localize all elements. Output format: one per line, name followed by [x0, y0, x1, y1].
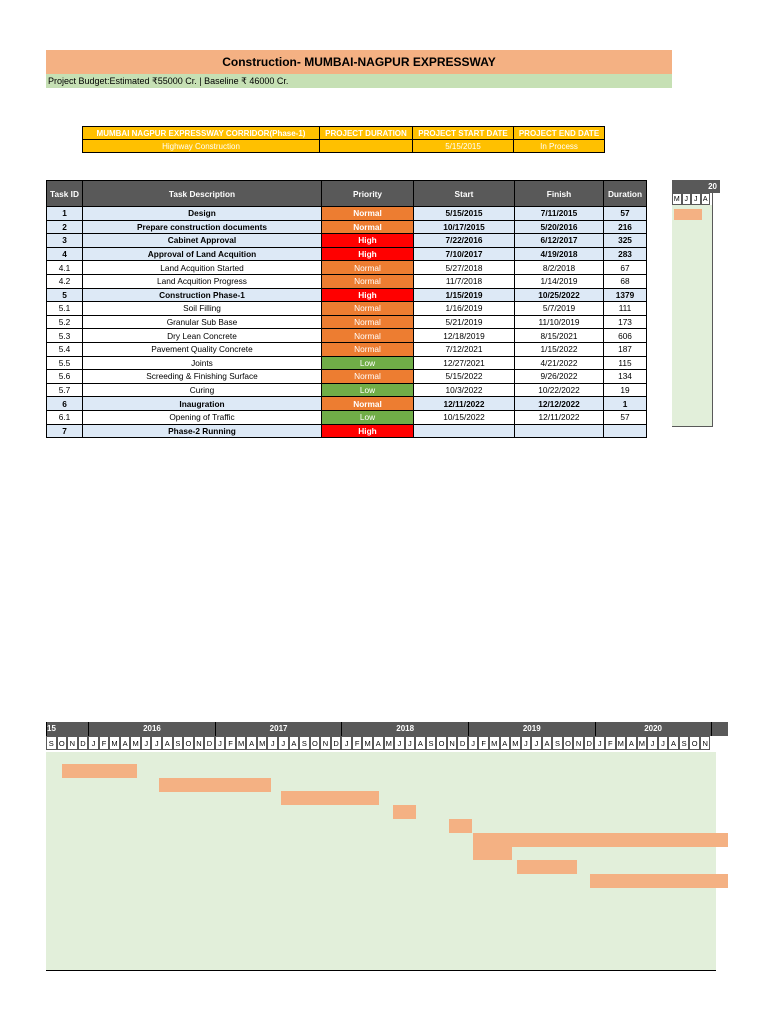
gantt-year-label: 2016 — [88, 722, 215, 736]
mini-month: M — [672, 193, 682, 205]
task-start-cell[interactable]: 7/22/2016 — [414, 234, 515, 248]
task-description-cell[interactable]: Granular Sub Base — [83, 315, 322, 329]
gantt-month-label: M — [236, 736, 247, 750]
gantt-month-label: J — [394, 736, 405, 750]
gantt-month-label: A — [626, 736, 637, 750]
task-id-cell[interactable]: 1 — [47, 207, 83, 221]
task-id-cell[interactable]: 2 — [47, 220, 83, 234]
task-start-cell[interactable]: 10/15/2022 — [414, 410, 515, 424]
gantt-month-label: S — [679, 736, 690, 750]
gantt-year-filler — [711, 722, 728, 736]
gantt-bar-task-5-2[interactable] — [517, 860, 576, 874]
mini-gantt-body — [672, 205, 712, 426]
mini-gantt-bar — [674, 209, 702, 220]
task-duration-cell[interactable]: 216 — [604, 220, 647, 234]
gantt-bar-task-4-2[interactable] — [449, 819, 473, 833]
task-finish-cell[interactable]: 4/19/2018 — [515, 247, 604, 261]
gantt-bar-task-3[interactable] — [159, 778, 272, 792]
gantt-month-label: J — [521, 736, 532, 750]
gantt-month-label: A — [289, 736, 300, 750]
task-id-cell[interactable]: 5 — [47, 288, 83, 302]
gantt-bar-task-2[interactable] — [62, 764, 137, 778]
task-finish-cell[interactable]: 12/12/2022 — [515, 397, 604, 411]
mini-month: A — [701, 193, 711, 205]
task-description-cell[interactable]: Land Acquition Progress — [83, 274, 322, 288]
task-description-cell[interactable]: Approval of Land Acquition — [83, 247, 322, 261]
task-description-cell[interactable]: Inaugration — [83, 397, 322, 411]
task-duration-cell[interactable]: 111 — [604, 302, 647, 316]
task-duration-cell[interactable]: 134 — [604, 370, 647, 384]
task-row — [47, 288, 647, 302]
gantt-month-label: F — [478, 736, 489, 750]
task-row — [47, 410, 647, 424]
task-id-cell[interactable]: 6 — [47, 397, 83, 411]
task-start-cell[interactable]: 1/15/2019 — [414, 288, 515, 302]
task-row — [47, 247, 647, 261]
gantt-month-label: M — [510, 736, 521, 750]
task-duration-cell[interactable]: 57 — [604, 207, 647, 221]
task-start-cell[interactable]: 12/11/2022 — [414, 397, 515, 411]
task-description-cell[interactable]: Design — [83, 207, 322, 221]
task-start-cell[interactable]: 5/21/2019 — [414, 315, 515, 329]
gantt-month-header — [46, 736, 710, 750]
gantt-month-label: J — [278, 736, 289, 750]
task-id-cell[interactable]: 5.1 — [47, 302, 83, 316]
gantt-month-label: F — [605, 736, 616, 750]
task-priority-cell[interactable]: High — [322, 424, 414, 438]
task-priority-cell[interactable]: Normal — [322, 342, 414, 356]
gantt-year-header — [46, 722, 728, 736]
gantt-month-label: J — [151, 736, 162, 750]
task-priority-cell[interactable]: Normal — [322, 302, 414, 316]
gantt-month-label: F — [99, 736, 110, 750]
task-start-cell[interactable]: 7/10/2017 — [414, 247, 515, 261]
task-duration-cell[interactable]: 68 — [604, 274, 647, 288]
gantt-body — [46, 752, 716, 971]
info-value-end[interactable]: In Process — [514, 140, 605, 153]
col-task-description[interactable]: Task Description — [83, 181, 322, 207]
task-duration-cell[interactable]: 1 — [604, 397, 647, 411]
gantt-month-label: A — [246, 736, 257, 750]
gantt-bar-task-5[interactable] — [473, 833, 728, 847]
gantt-month-label: M — [384, 736, 395, 750]
task-priority-cell[interactable]: Normal — [322, 220, 414, 234]
task-start-cell[interactable]: 11/7/2018 — [414, 274, 515, 288]
task-id-cell[interactable]: 4 — [47, 247, 83, 261]
task-id-cell[interactable]: 5.5 — [47, 356, 83, 370]
info-value-type[interactable]: Highway Construction — [83, 140, 320, 153]
mini-gantt-panel — [672, 180, 717, 427]
gantt-month-label: N — [700, 736, 711, 750]
task-finish-cell[interactable]: 6/12/2017 — [515, 234, 604, 248]
task-finish-cell[interactable]: 12/11/2022 — [515, 410, 604, 424]
task-description-cell[interactable]: Curing — [83, 383, 322, 397]
task-start-cell[interactable]: 5/15/2015 — [414, 207, 515, 221]
task-finish-cell[interactable]: 10/25/2022 — [515, 288, 604, 302]
gantt-month-label: A — [668, 736, 679, 750]
task-finish-cell[interactable]: 10/22/2022 — [515, 383, 604, 397]
gantt-month-label: J — [88, 736, 99, 750]
gantt-month-label: D — [331, 736, 342, 750]
task-duration-cell[interactable]: 325 — [604, 234, 647, 248]
gantt-month-label: D — [457, 736, 468, 750]
gantt-month-label: M — [616, 736, 627, 750]
info-header-corridor[interactable]: MUMBAI NAGPUR EXPRESSWAY CORRIDOR(Phase-1) — [83, 127, 320, 140]
task-description-cell[interactable]: Construction Phase-1 — [83, 288, 322, 302]
gantt-month-label: A — [500, 736, 511, 750]
task-row — [47, 342, 647, 356]
gantt-year-label: 15 — [46, 722, 88, 736]
gantt-month-label: D — [584, 736, 595, 750]
gantt-month-label: S — [299, 736, 310, 750]
task-start-cell[interactable]: 10/3/2022 — [414, 383, 515, 397]
gantt-bar-task-4[interactable] — [281, 791, 379, 805]
gantt-month-label: O — [563, 736, 574, 750]
col-start[interactable]: Start — [414, 181, 515, 207]
gantt-month-label: S — [426, 736, 437, 750]
task-duration-cell[interactable]: 187 — [604, 342, 647, 356]
task-finish-cell[interactable]: 4/21/2022 — [515, 356, 604, 370]
gantt-month-label: M — [489, 736, 500, 750]
gantt-month-label: O — [183, 736, 194, 750]
task-id-cell[interactable]: 4.1 — [47, 261, 83, 275]
gantt-month-label: J — [531, 736, 542, 750]
gantt-month-label: N — [194, 736, 205, 750]
sheet-title: Construction- MUMBAI-NAGPUR EXPRESSWAY — [46, 50, 672, 74]
gantt-year-label: 2018 — [341, 722, 468, 736]
task-table — [46, 180, 647, 438]
gantt-month-label: M — [109, 736, 120, 750]
task-finish-cell[interactable]: 5/20/2016 — [515, 220, 604, 234]
gantt-month-label: J — [341, 736, 352, 750]
task-priority-cell[interactable]: Normal — [322, 370, 414, 384]
gantt-month-label: N — [573, 736, 584, 750]
gantt-month-label: O — [689, 736, 700, 750]
task-description-cell[interactable]: Screeding & Finishing Surface — [83, 370, 322, 384]
task-priority-cell[interactable]: Low — [322, 410, 414, 424]
task-finish-cell[interactable]: 11/10/2019 — [515, 315, 604, 329]
gantt-month-label: J — [647, 736, 658, 750]
mini-gantt-year: 20 — [672, 180, 720, 193]
project-info-table — [82, 126, 605, 153]
task-row — [47, 397, 647, 411]
gantt-bar-task-5-1[interactable] — [473, 846, 512, 860]
task-row — [47, 370, 647, 384]
gantt-month-label: J — [468, 736, 479, 750]
task-finish-cell[interactable]: 1/14/2019 — [515, 274, 604, 288]
task-row — [47, 315, 647, 329]
gantt-month-label: S — [552, 736, 563, 750]
task-priority-cell[interactable]: Normal — [322, 329, 414, 343]
task-id-cell[interactable]: 5.4 — [47, 342, 83, 356]
task-id-cell[interactable]: 3 — [47, 234, 83, 248]
gantt-month-label: A — [415, 736, 426, 750]
gantt-month-label: M — [362, 736, 373, 750]
gantt-year-label: 2019 — [468, 722, 595, 736]
col-task-id[interactable]: Task ID — [47, 181, 83, 207]
task-priority-cell[interactable]: Normal — [322, 315, 414, 329]
gantt-month-label: O — [310, 736, 321, 750]
gantt-month-label: D — [204, 736, 215, 750]
task-start-cell[interactable]: 10/17/2015 — [414, 220, 515, 234]
task-duration-cell[interactable]: 19 — [604, 383, 647, 397]
gantt-month-label: A — [542, 736, 553, 750]
task-id-cell[interactable]: 5.2 — [47, 315, 83, 329]
task-priority-cell[interactable]: Normal — [322, 207, 414, 221]
task-start-cell[interactable]: 12/27/2021 — [414, 356, 515, 370]
task-duration-cell[interactable]: 173 — [604, 315, 647, 329]
gantt-month-label: J — [267, 736, 278, 750]
gantt-month-label: D — [78, 736, 89, 750]
task-start-cell[interactable]: 5/27/2018 — [414, 261, 515, 275]
gantt-month-label: O — [436, 736, 447, 750]
task-id-cell[interactable]: 5.6 — [47, 370, 83, 384]
info-value-start[interactable]: 5/15/2015 — [413, 140, 514, 153]
task-row — [47, 383, 647, 397]
task-description-cell[interactable]: Phase-2 Running — [83, 424, 322, 438]
task-priority-cell[interactable]: High — [322, 288, 414, 302]
info-value-duration[interactable] — [320, 140, 413, 153]
task-row — [47, 302, 647, 316]
gantt-month-label: A — [162, 736, 173, 750]
task-id-cell[interactable]: 5.7 — [47, 383, 83, 397]
task-priority-cell[interactable]: Normal — [322, 397, 414, 411]
task-description-cell[interactable]: Cabinet Approval — [83, 234, 322, 248]
task-duration-cell[interactable] — [604, 424, 647, 438]
task-finish-cell[interactable]: 9/26/2022 — [515, 370, 604, 384]
gantt-month-label: M — [637, 736, 648, 750]
project-budget: Project Budget:Estimated ₹55000 Cr. | Baseline ₹ 46000 Cr. — [46, 74, 672, 88]
gantt-month-label: S — [173, 736, 184, 750]
task-finish-cell[interactable]: 1/15/2022 — [515, 342, 604, 356]
task-description-cell[interactable]: Pavement Quality Concrete — [83, 342, 322, 356]
task-finish-cell[interactable]: 7/11/2015 — [515, 207, 604, 221]
task-id-cell[interactable]: 7 — [47, 424, 83, 438]
gantt-month-label: N — [320, 736, 331, 750]
task-start-cell[interactable] — [414, 424, 515, 438]
gantt-month-label: M — [130, 736, 141, 750]
task-start-cell[interactable]: 1/16/2019 — [414, 302, 515, 316]
gantt-month-label: J — [658, 736, 669, 750]
task-description-cell[interactable]: Soil Filling — [83, 302, 322, 316]
task-description-cell[interactable]: Dry Lean Concrete — [83, 329, 322, 343]
task-duration-cell[interactable]: 57 — [604, 410, 647, 424]
info-header-duration[interactable]: PROJECT DURATION — [320, 127, 413, 140]
task-row — [47, 220, 647, 234]
task-duration-cell[interactable]: 67 — [604, 261, 647, 275]
task-id-cell[interactable]: 6.1 — [47, 410, 83, 424]
task-finish-cell[interactable]: 5/7/2019 — [515, 302, 604, 316]
task-description-cell[interactable]: Land Acquition Started — [83, 261, 322, 275]
gantt-month-label: J — [405, 736, 416, 750]
info-header-end[interactable]: PROJECT END DATE — [514, 127, 605, 140]
task-start-cell[interactable]: 7/12/2021 — [414, 342, 515, 356]
mini-month: J — [682, 193, 692, 205]
task-description-cell[interactable]: Joints — [83, 356, 322, 370]
task-row — [47, 261, 647, 275]
gantt-bar-task-4-1[interactable] — [393, 805, 416, 819]
task-row — [47, 207, 647, 221]
task-row — [47, 234, 647, 248]
task-row — [47, 356, 647, 370]
task-priority-cell[interactable]: Low — [322, 383, 414, 397]
gantt-month-label: S — [46, 736, 57, 750]
task-id-cell[interactable]: 4.2 — [47, 274, 83, 288]
task-finish-cell[interactable] — [515, 424, 604, 438]
gantt-year-label: 2017 — [215, 722, 342, 736]
task-priority-cell[interactable]: Low — [322, 356, 414, 370]
gantt-year-label: 2020 — [595, 722, 711, 736]
mini-gantt-months — [672, 193, 710, 205]
task-row — [47, 274, 647, 288]
task-duration-cell[interactable]: 606 — [604, 329, 647, 343]
info-header-start[interactable]: PROJECT START DATE — [413, 127, 514, 140]
task-duration-cell[interactable]: 283 — [604, 247, 647, 261]
task-duration-cell[interactable]: 115 — [604, 356, 647, 370]
gantt-month-label: J — [594, 736, 605, 750]
task-priority-cell[interactable]: High — [322, 247, 414, 261]
task-finish-cell[interactable]: 8/15/2021 — [515, 329, 604, 343]
gantt-month-label: O — [57, 736, 68, 750]
col-duration[interactable]: Duration — [604, 181, 647, 207]
task-start-cell[interactable]: 5/15/2022 — [414, 370, 515, 384]
gantt-month-label: J — [141, 736, 152, 750]
gantt-month-label: A — [373, 736, 384, 750]
gantt-month-label: N — [447, 736, 458, 750]
gantt-month-label: M — [257, 736, 268, 750]
task-description-cell[interactable]: Prepare construction documents — [83, 220, 322, 234]
task-priority-cell[interactable]: High — [322, 234, 414, 248]
gantt-month-label: F — [352, 736, 363, 750]
gantt-month-label: F — [225, 736, 236, 750]
task-priority-cell[interactable]: Normal — [322, 274, 414, 288]
task-row — [47, 424, 647, 438]
col-priority[interactable]: Priority — [322, 181, 414, 207]
gantt-month-label: N — [67, 736, 78, 750]
col-finish[interactable]: Finish — [515, 181, 604, 207]
task-duration-cell[interactable]: 1379 — [604, 288, 647, 302]
gantt-month-label: J — [215, 736, 226, 750]
task-row — [47, 329, 647, 343]
gantt-month-label: A — [120, 736, 131, 750]
gantt-bar-task-5-3[interactable] — [590, 874, 728, 888]
task-finish-cell[interactable]: 8/2/2018 — [515, 261, 604, 275]
task-id-cell[interactable]: 5.3 — [47, 329, 83, 343]
mini-month: J — [691, 193, 701, 205]
task-description-cell[interactable]: Opening of Traffic — [83, 410, 322, 424]
task-priority-cell[interactable]: Normal — [322, 261, 414, 275]
task-start-cell[interactable]: 12/18/2019 — [414, 329, 515, 343]
